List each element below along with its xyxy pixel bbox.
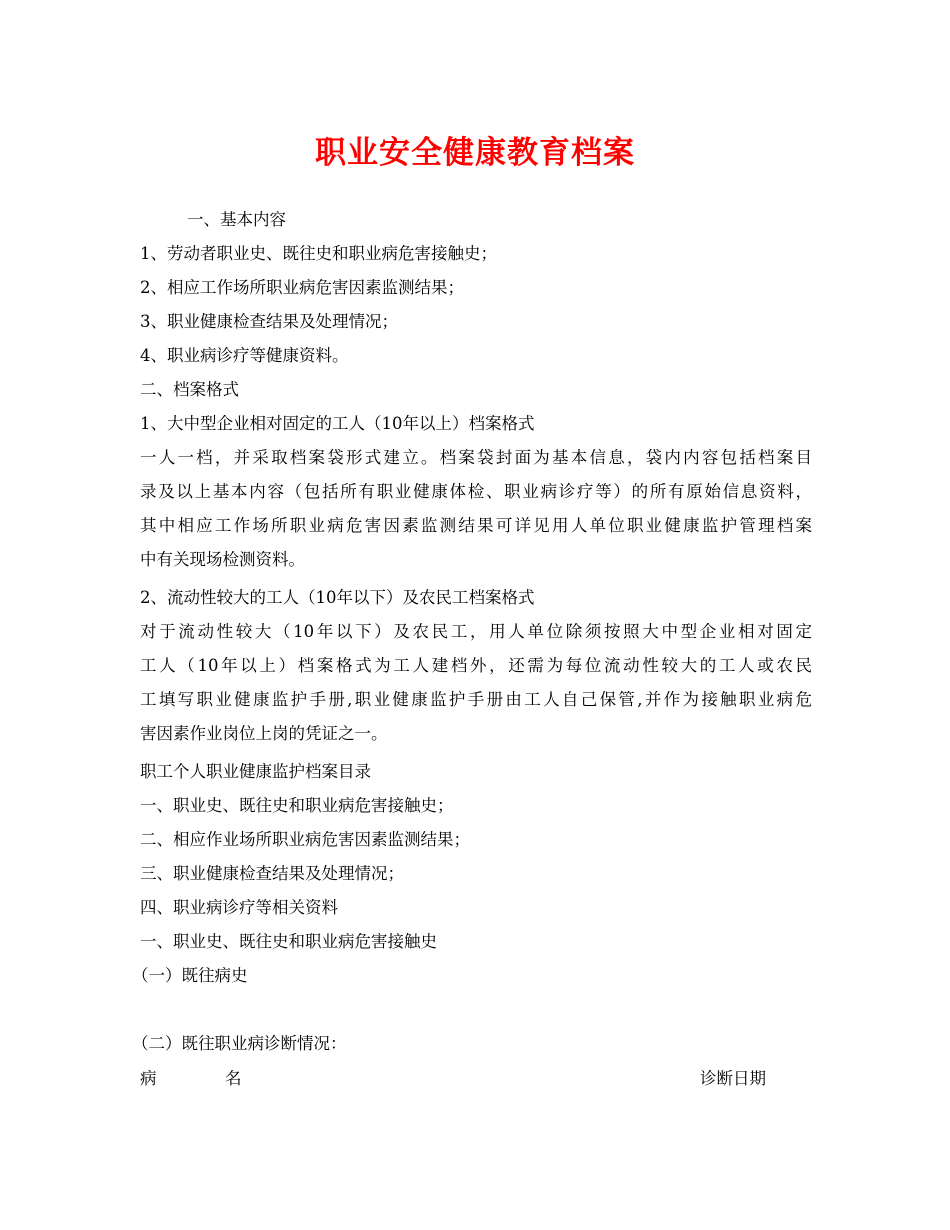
paragraph-line: 中有关现场检测资料。: [140, 550, 305, 569]
table-header-diagnosis-date: 诊断日期: [700, 1069, 766, 1088]
subsection-heading: （二）既往职业病诊断情况：: [132, 1034, 347, 1053]
table-header-disease: 病: [140, 1069, 157, 1088]
subsection-heading: 1、大中型企业相对固定的工人（10年以上）档案格式: [140, 414, 535, 433]
paragraph-line: 一人一档，并采取档案袋形式建立。档案袋封面为基本信息，袋内内容包括档案目: [140, 448, 812, 467]
catalog-item: 一、职业史、既往史和职业病危害接触史；: [140, 796, 454, 815]
paragraph-line: 工人（10年以上）档案格式为工人建档外，还需为每位流动性较大的工人或农民: [140, 656, 812, 675]
document-title: 职业安全健康教育档案: [315, 135, 635, 171]
catalog-heading: 职工个人职业健康监护档案目录: [140, 762, 371, 781]
catalog-item: 二、相应作业场所职业病危害因素监测结果；: [140, 830, 470, 849]
paragraph-line: 对于流动性较大（10年以下）及农民工，用人单位除须按照大中型企业相对固定: [140, 622, 812, 641]
section-heading: 二、档案格式: [140, 380, 239, 399]
subsection-heading: 2、流动性较大的工人（10年以下）及农民工档案格式: [140, 588, 535, 607]
paragraph-line: 录及以上基本内容（包括所有职业健康体检、职业病诊疗等）的所有原始信息资料，: [140, 482, 812, 501]
list-item: 3、职业健康检查结果及处理情况；: [140, 312, 398, 331]
subsection-heading: （一）既往病史: [132, 966, 248, 985]
catalog-item: 三、职业健康检查结果及处理情况；: [140, 864, 404, 883]
paragraph-line: 害因素作业岗位上岗的凭证之一。: [140, 724, 388, 743]
list-item: 4、职业病诊疗等健康资料。: [140, 346, 349, 365]
paragraph-line: 工填写职业健康监护手册,职业健康监护手册由工人自己保管,并作为接触职业病危: [140, 690, 812, 709]
catalog-item: 四、职业病诊疗等相关资料: [140, 898, 338, 917]
table-header-name: 名: [225, 1069, 242, 1088]
list-item: 2、相应工作场所职业病危害因素监测结果；: [140, 278, 464, 297]
paragraph-line: 其中相应工作场所职业病危害因素监测结果可详见用人单位职业健康监护管理档案: [140, 516, 812, 535]
section-heading: 一、基本内容: [187, 210, 286, 229]
section-heading: 一、职业史、既往史和职业病危害接触史: [140, 932, 437, 951]
list-item: 1、劳动者职业史、既往史和职业病危害接触史；: [140, 244, 497, 263]
